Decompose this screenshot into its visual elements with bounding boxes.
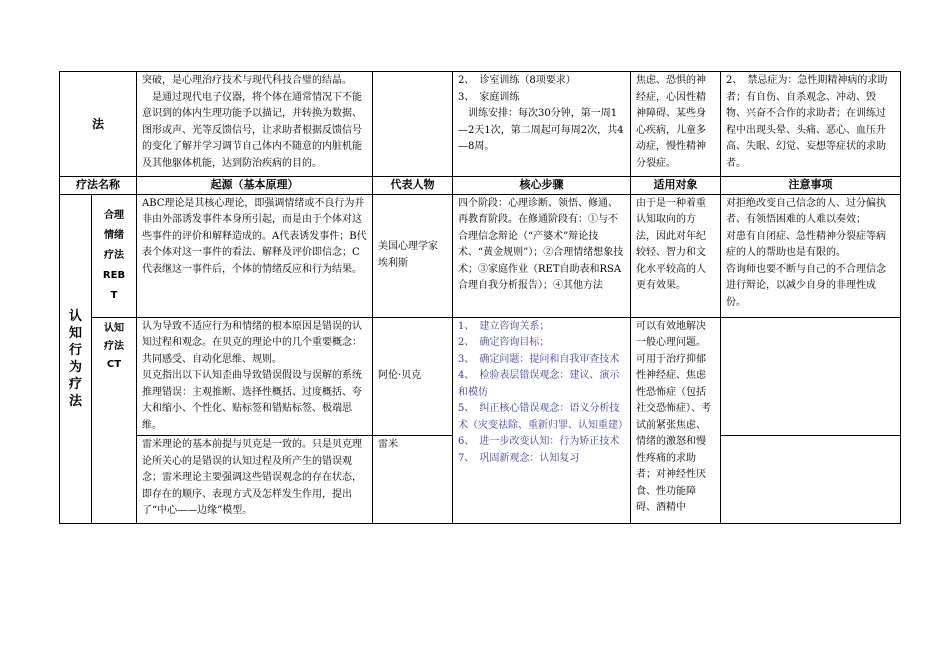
target-cell: 可以有效地解决一般心理问题。可用于治疗抑郁性神经症、焦虑性恐怖症（包括社交恐怖症）、考试前紧张焦虑、情绪的激怒和慢性疼痛的求助者；对神经性厌食、性功能障碍、酒精中	[631, 317, 721, 524]
target-cell: 由于是一种着重认知取向的方法，因此对年纪较轻、智力和文化水平较高的人更有效果。	[631, 194, 721, 317]
people-cell: 雷米	[373, 436, 453, 524]
therapy-name-cell: 法	[60, 72, 137, 177]
header-steps: 核心步骤	[453, 177, 631, 195]
note-line: 对拒绝改变自己信念的人、过分偏执者、有领悟困难的人难以奏效；	[726, 197, 887, 225]
header-people: 代表人物	[373, 177, 453, 195]
therapy-name-cell	[92, 317, 137, 524]
origin-line: 贝克指出以下认知歪曲导致错误假设与误解的系统推理错误：主观推断、选择性概括、过度概括、夸大和缩小、个性化、贴标签和错贴标签、极端思维。	[142, 370, 363, 431]
header-name: 疗法名称	[60, 177, 137, 195]
table-row	[60, 194, 901, 317]
note-line: 对患有自闭症、急性精神分裂症等病症的人的帮助也是有限的。	[726, 230, 887, 258]
step-line: 2、 确定咨询目标；	[458, 337, 550, 348]
group-label-cell	[60, 194, 92, 524]
steps-cell	[453, 317, 631, 524]
header-origin: 起源（基本原理）	[137, 177, 373, 195]
notes-cell	[721, 194, 901, 317]
notes-cell	[721, 317, 901, 436]
target-cell: 焦虑、恐惧的神经症，心因性精神障碍、某些身心疾病，儿童多动症，慢性精神分裂症。	[631, 72, 721, 177]
therapy-table	[59, 71, 901, 524]
table-row	[60, 317, 901, 436]
therapy-name: 合理情绪疗法REBT	[102, 209, 126, 301]
origin-cell	[137, 317, 373, 436]
step-line: 3、 家庭训练	[458, 91, 520, 103]
step-line: 1、 建立咨询关系；	[458, 320, 550, 332]
step-line: 6、 进一步改变认知：行为矫正技术	[458, 436, 620, 447]
step-line: 4、 检验表层错误观念：建议、演示和模仿	[458, 370, 620, 398]
group-label: 认知行为疗法	[69, 308, 83, 409]
note-line: 咨询师也要不断与自己的不合理信念进行辩论，以减少自身的非理性成份。	[726, 263, 887, 308]
step-line: 2、 诊室训练（8项要求）	[458, 75, 576, 86]
origin-cell	[137, 72, 373, 177]
header-notes: 注意事项	[721, 177, 901, 195]
origin-line: 是通过现代电子仪器，将个体在通常情况下不能意识到的体内生理功能予以描记，并转换为数据、图形或声、光等反馈信号，让求助者根据反馈信号的变化了解并学习调节自己体内不随意的内脏机能及其他躯体机能，达到防治疾病的目的。	[142, 91, 363, 169]
notes-cell	[721, 436, 901, 524]
step-line: 5、 纠正核心错误观念：语义分析技术（灾变祛除、重新归罪、认知重建）	[458, 403, 629, 431]
therapy-name: 认知疗法CT	[104, 322, 124, 370]
table-row	[60, 72, 901, 177]
notes-cell: 2、 禁忌症为：急性期精神病的求助者；有自伤、自杀观念、冲动、毁物、兴奋不合作的求助者；在训练过程中出现头晕、头痛、恶心、血压升高、失眠、幻觉、妄想等症状的求助者。	[721, 72, 901, 177]
header-row	[60, 177, 901, 195]
origin-line: 认为导致不适应行为和情绪的根本原因是错误的认知过程和观念。在贝克的理论中的几个重要概念：共同感受、自动化思维、规则。	[142, 320, 363, 365]
people-cell: 阿伦·贝克	[373, 317, 453, 436]
step-line: 7、 巩固新观念：认知复习	[458, 452, 580, 464]
therapy-name-cell	[92, 194, 137, 317]
origin-line: 突破，是心理治疗技术与现代科技合璧的结晶。	[142, 75, 353, 86]
origin-cell: ABC理论是其核心理论，即强调情绪或不良行为并非由外部诱发事件本身所引起，而是由于个体对这些事件的评价和解释造成的。A代表诱发事件；B代表个体对这一事件的看法、解释及评价即信念；C代表继这一事件后，个体的情绪反应和行为结果。	[137, 194, 373, 317]
origin-cell: 雷米理论的基本前提与贝克是一致的。只是贝克理论所关心的是错误的认知过程及所产生的错误观念；雷米理论主要强调这些错误观念的存在状态，即存在的顺序、表现方式及怎样发生作用，提出了“中心——边缘”模型。	[137, 436, 373, 524]
step-line: 3、 确定问题：提问和自我审查技术	[458, 353, 620, 365]
people-cell: 美国心理学家埃利斯	[373, 194, 453, 317]
steps-cell	[453, 72, 631, 177]
people-cell	[373, 72, 453, 177]
steps-cell: 四个阶段：心理诊断、领悟、修通、再教育阶段。在修通阶段有：①与不合理信念辩论（“产婆术”辩论技术、“黄金规则”）；②合理情绪想象技术；③家庭作业（RET自助表和RSA合理自我分析报告）；④其他方法	[453, 194, 631, 317]
step-line: 训练安排：每次30分钟，第一周1—2天1次，第二周起可每周2次，共4—8周。	[458, 108, 624, 152]
header-target: 适用对象	[631, 177, 721, 195]
